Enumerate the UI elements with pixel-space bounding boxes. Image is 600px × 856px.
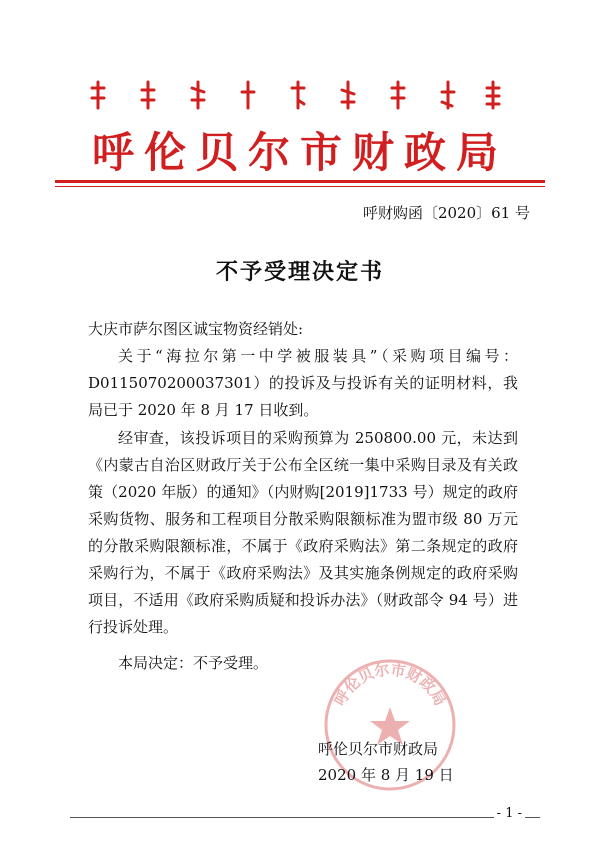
- header-rule-thin: [55, 186, 545, 187]
- decision-paragraph: 本局决定：不予受理。: [118, 654, 269, 672]
- mongolian-script-header-logo: [88, 78, 508, 112]
- issuing-org-header: 呼伦贝尔市财政局: [91, 128, 508, 177]
- body-paragraph: 经审查，该投诉项目的采购预算为 250800.00 元，未达到《内蒙古自治区财政厅关于公布全区统一集中采购目录及有关政策（2020 年版）的通知》（内财购[2019]1733 号）规定的政府采购货物、服务和工程项目分散采购限额标准为盟市级 80 万元的分散采购限额标准，不属于《政府采购法》第二条规定的政府采购行为，不属于《政府采购法》及其实施条例规定的政府采购项目，不适用《政府采购质疑和投诉办法》（财政部令 94 号）进行投诉处理。: [88, 429, 518, 636]
- svg-text:呼伦贝尔市财政局: [331, 661, 450, 709]
- document-number: 呼财购函〔2020〕61 号: [362, 204, 530, 222]
- addressee: 大庆市萨尔图区诚宝物资经销处:: [88, 320, 304, 338]
- signature-date: 2020 年 8 月 19 日: [318, 766, 454, 784]
- page-number: - 1 -: [494, 806, 525, 821]
- signature-org: 呼伦贝尔市财政局: [318, 740, 439, 758]
- header-rule-thick: [55, 180, 545, 183]
- body-paragraph: 关于“海拉尔第一中学被服装具”（采购项目编号：D0115070200037301）的投诉及与投诉有关的证明材料，我局已于 2020 年 8 月 17 日收到。: [88, 347, 518, 419]
- seal-text: 呼伦贝尔市财政局: [330, 660, 450, 709]
- footer-rule: [70, 817, 540, 818]
- document-title: 不予受理决定书: [215, 259, 384, 285]
